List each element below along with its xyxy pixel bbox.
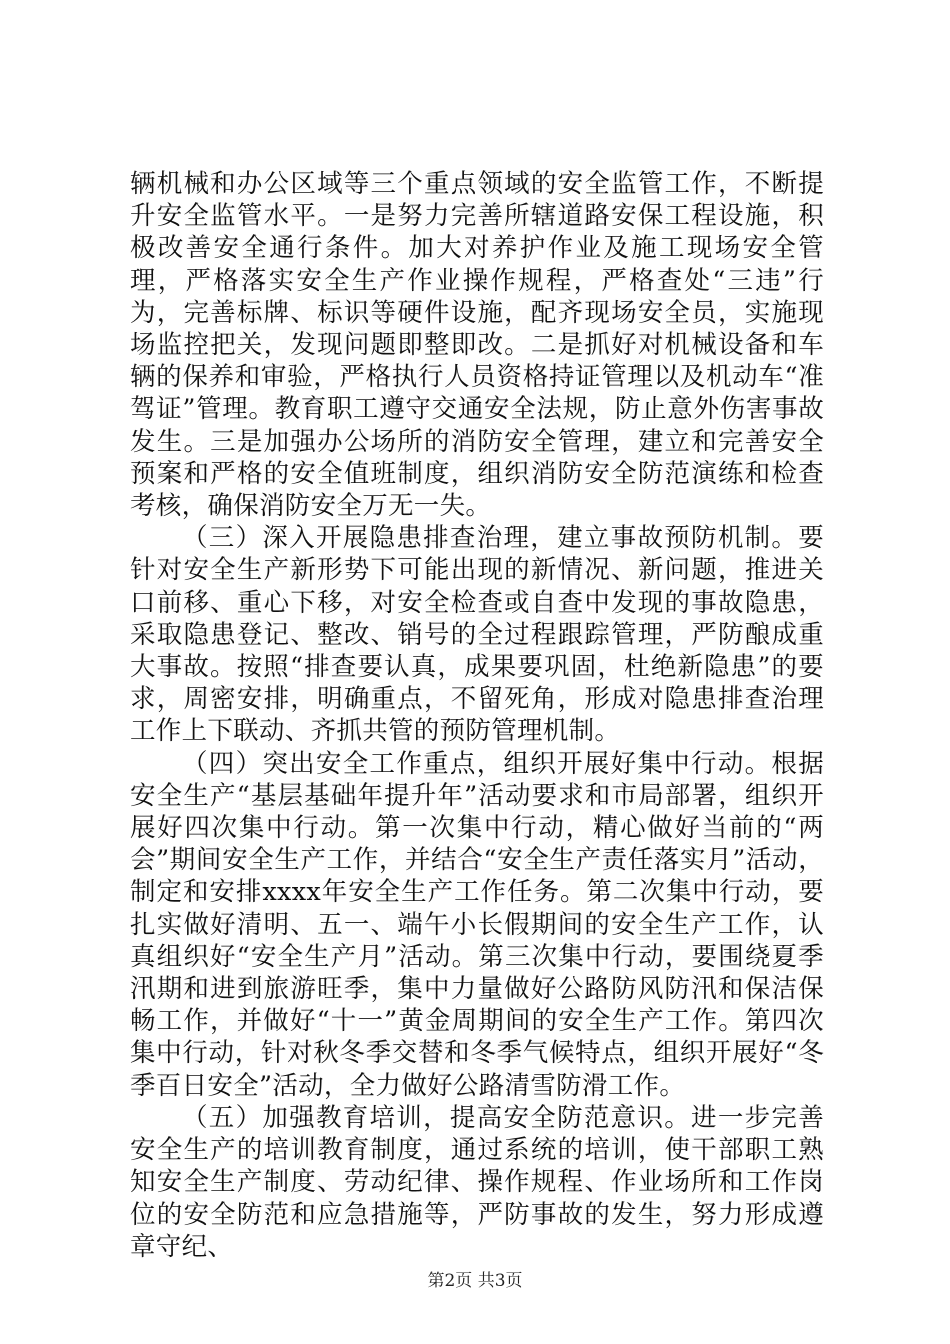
page-footer: 第2页 共3页 <box>427 1271 523 1291</box>
paragraph-3: （四）突出安全工作重点，组织开展好集中行动。根据安全生产“基层基础年提升年”活动要求和市局部署，组织开展好四次集中行动。第一次集中行动，精心做好当前的“两会”期间安全生产工作，并结合“安全生产责任落实月”活动，制定和安排xxxx年安全生产工作任务。第二次集中行动，要扎实做好清明、五一、端午小长假期间的安全生产工作，认真组织好“安全生产月”活动。第三次集中行动，要围绕夏季汛期和进到旅游旺季，集中力量做好公路防风防汛和保洁保畅工作，并做好“十一”黄金周期间的安全生产工作。第四次集中行动，针对秋冬季交替和冬季气候特点，组织开展好“冬季百日安全”活动，全力做好公路清雪防滑工作。 <box>130 748 824 1101</box>
document-body <box>130 168 824 1263</box>
paragraph-1: 辆机械和办公区域等三个重点领域的安全监管工作，不断提升安全监管水平。一是努力完善所辖道路安保工程设施，积极改善安全通行条件。加大对养护作业及施工现场安全管理，严格落实安全生产作业操作规程，严格查处“三违”行为，完善标牌、标识等硬件设施，配齐现场安全员，实施现场监控把关，发现问题即整即改。二是抓好对机械设备和车辆的保养和审验，严格执行人员资格持证管理以及机动车“准驾证”管理。教育职工遵守交通安全法规，防止意外伤害事故发生。三是加强办公场所的消防安全管理，建立和完善安全预案和严格的安全值班制度，组织消防安全防范演练和检查考核，确保消防安全万无一失。 <box>130 169 824 522</box>
paragraph-2: （三）深入开展隐患排查治理，建立事故预防机制。要针对安全生产新形势下可能出现的新情况、新问题，推进关口前移、重心下移，对安全检查或自查中发现的事故隐患，采取隐患登记、整改、销号的全过程跟踪管理，严防酿成重大事故。按照“排查要认真，成果要巩固，杜绝新隐患”的要求，周密安排，明确重点，不留死角，形成对隐患排查治理工作上下联动、齐抓共管的预防管理机制。 <box>130 523 824 747</box>
paragraph-4: （五）加强教育培训，提高安全防范意识。进一步完善安全生产的培训教育制度，通过系统的培训，使干部职工熟知安全生产制度、劳动纪律、操作规程、作业场所和工作岗位的安全防范和应急措施等，严防事故的发生，努力形成遵章守纪、 <box>130 1102 824 1262</box>
